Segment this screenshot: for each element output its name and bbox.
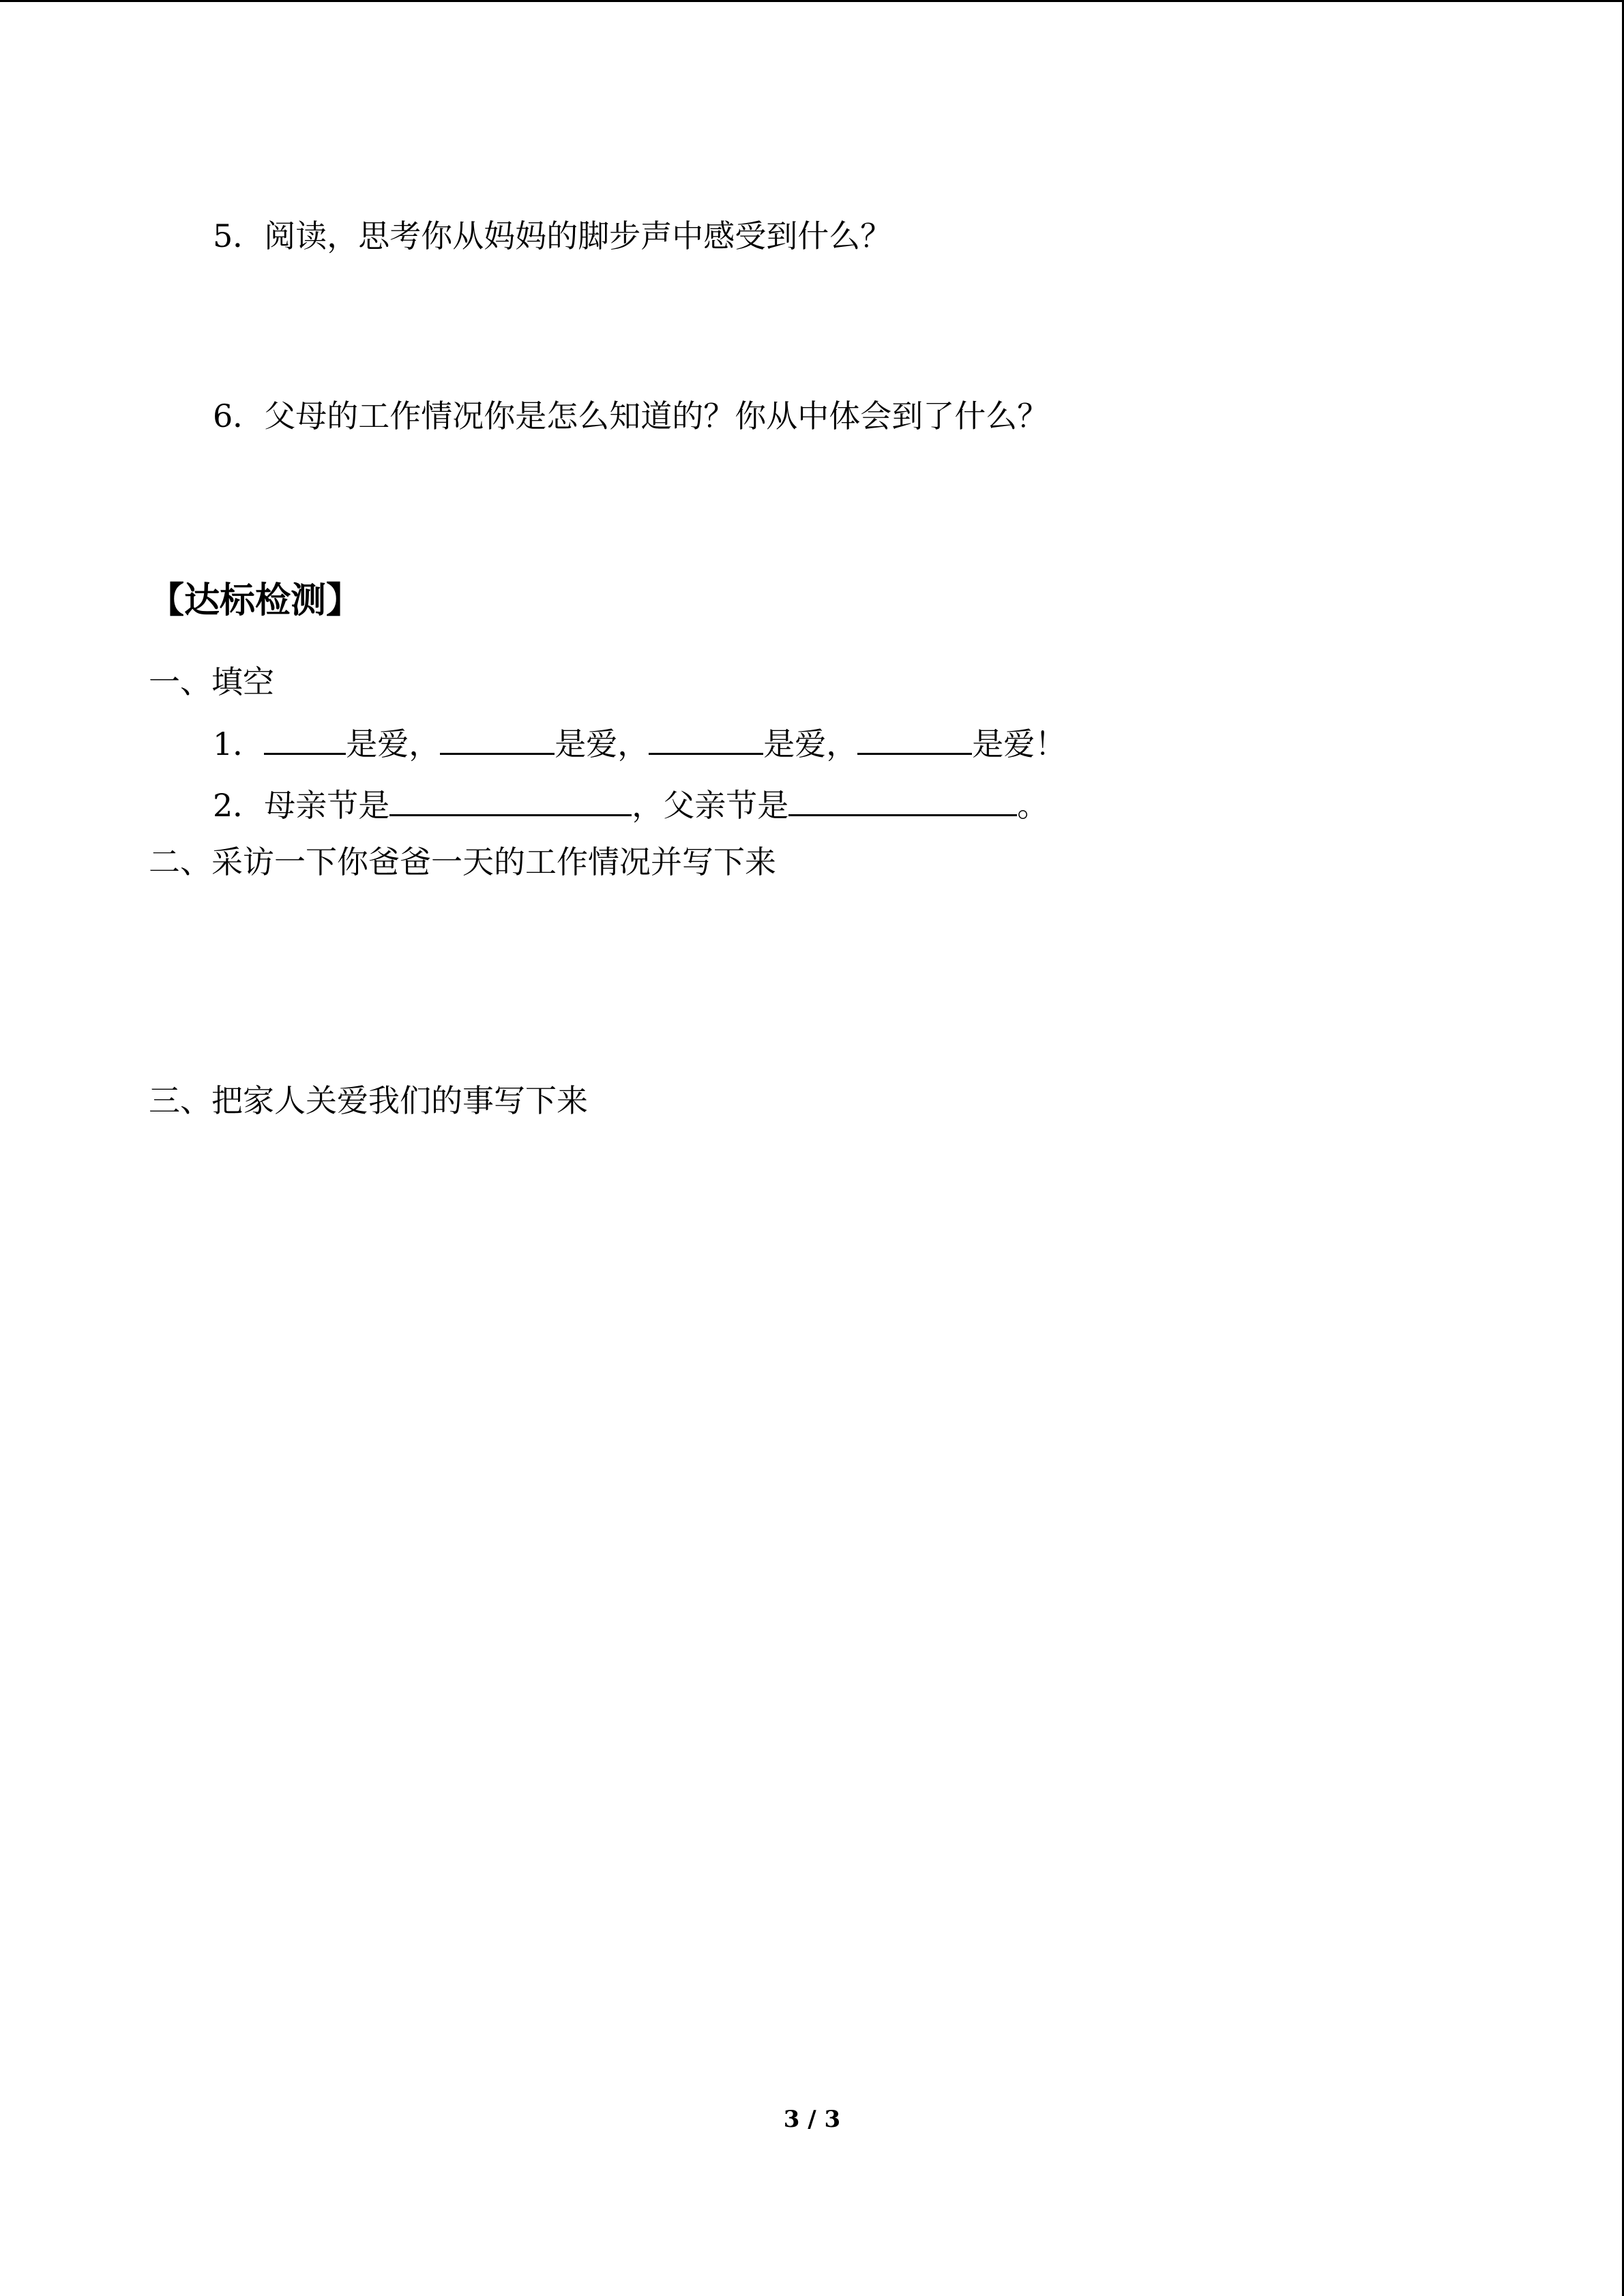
item-text: 是爱！ xyxy=(972,726,1067,762)
page-number: 3 / 3 xyxy=(783,2106,841,2133)
blank-1[interactable] xyxy=(264,723,346,755)
blank-3[interactable] xyxy=(649,723,763,755)
item-text: 是爱， xyxy=(346,726,441,762)
blank-2[interactable] xyxy=(440,723,555,755)
question-6: 6．父母的工作情况你是怎么知道的？你从中体会到了什么？ xyxy=(213,398,1049,434)
item-text: 是爱， xyxy=(763,726,858,762)
blank-fathers-day[interactable] xyxy=(788,784,1017,816)
question-5: 5．阅读，思考你从妈妈的脚步声中感受到什么？ xyxy=(213,218,892,254)
section-title: 【达标检测】 xyxy=(149,580,362,621)
fill-blank-item-1 xyxy=(213,723,1066,764)
item-number: 2． xyxy=(213,787,265,824)
item-text: ，父亲节是 xyxy=(632,787,789,824)
page-border-top xyxy=(0,0,1624,2)
item-number: 1． xyxy=(213,726,265,762)
item-text: 是爱， xyxy=(555,726,649,762)
item-text: 母亲节是 xyxy=(264,787,390,824)
item-text: 。 xyxy=(1017,787,1049,824)
fill-blank-item-2 xyxy=(213,784,1048,826)
part3-title: 三、把家人关爱我们的事写下来 xyxy=(149,1082,588,1119)
part2-title: 二、采访一下你爸爸一天的工作情况并写下来 xyxy=(149,844,776,880)
blank-mothers-day[interactable] xyxy=(389,784,632,816)
blank-4[interactable] xyxy=(857,723,972,755)
part1-title: 一、填空 xyxy=(149,664,274,700)
